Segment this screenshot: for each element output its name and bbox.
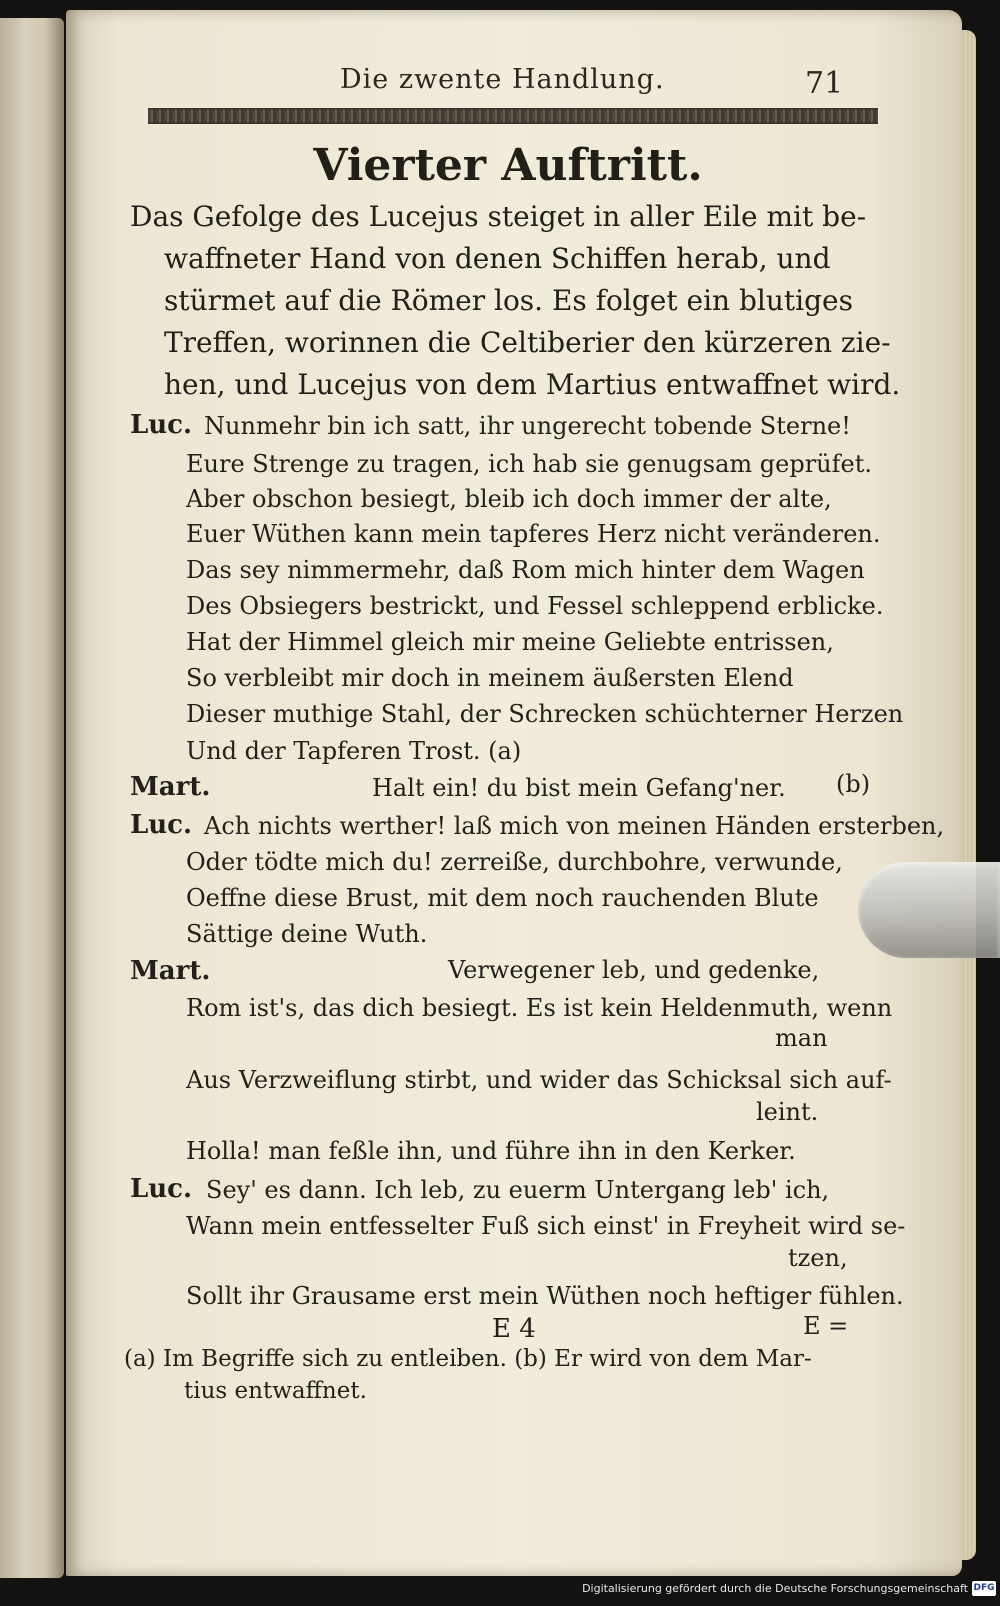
speaker-mart: Mart.: [130, 956, 211, 986]
verse-line: Sollt ihr Grausame erst mein Wüthen noch heftiger fühlen.: [186, 1282, 904, 1310]
stage-direction: [130, 196, 901, 406]
stage-line: hen, und Lucejus von dem Martius entwaffnet wird.: [164, 368, 901, 401]
verse-line: Ach nichts werther! laß mich von meinen Händen ersterben,: [204, 812, 945, 840]
verse-line: Rom ist's, das dich besiegt. Es ist kein Heldenmuth, wenn: [186, 994, 893, 1022]
verse-line: Sey' es dann. Ich leb, zu euerm Untergang leb' ich,: [206, 1176, 830, 1204]
verse-line: Aber obschon besiegt, bleib ich doch immer der alte,: [186, 485, 832, 513]
speaker-luc: Luc.: [130, 410, 193, 440]
stage-line: waffneter Hand von denen Schiffen herab, und: [164, 242, 831, 275]
page-number: 71: [805, 66, 844, 101]
verse-line: Oder tödte mich du! zerreiße, durchbohre, verwunde,: [186, 848, 843, 876]
verse-line: Des Obsiegers bestrickt, und Fessel schleppend erblicke.: [186, 592, 884, 620]
verse-line: Euer Wüthen kann mein tapferes Herz nicht veränderen.: [186, 520, 881, 548]
verse-line: Sättige deine Wuth.: [186, 920, 428, 948]
header-rule: [148, 108, 878, 124]
verse-turnover: man: [775, 1024, 828, 1052]
dfg-logo: DFG: [972, 1581, 996, 1596]
verse-line: Hat der Himmel gleich mir meine Geliebte entrissen,: [186, 628, 834, 656]
footnote-line: tius entwaffnet.: [184, 1378, 367, 1404]
stage-line: stürmet auf die Römer los. Es folget ein blutiges: [164, 284, 853, 317]
speaker-luc: Luc.: [130, 1174, 193, 1204]
verse-line: Nunmehr bin ich satt, ihr ungerecht tobende Sterne!: [204, 412, 851, 440]
running-head: Die zwente Handlung.: [340, 64, 665, 95]
verse-line: Das sey nimmermehr, daß Rom mich hinter dem Wagen: [186, 556, 865, 584]
scene-title: Vierter Auftritt.: [313, 140, 703, 191]
footnote-line: (a) Im Begriffe sich zu entleiben. (b) Er wird von dem Mar-: [124, 1346, 812, 1372]
facing-page-edge: [0, 18, 64, 1578]
verse-line: Dieser muthige Stahl, der Schrecken schüchterner Herzen: [186, 700, 904, 728]
verse-turnover: leint.: [756, 1098, 819, 1126]
verse-line: Eure Strenge zu tragen, ich hab sie genugsam geprüfet.: [186, 450, 872, 478]
verse-line: Holla! man feßle ihn, und führe ihn in den Kerker.: [186, 1137, 796, 1165]
page-clip: [858, 862, 1000, 958]
catchword: E =: [803, 1312, 849, 1340]
verse-line: So verbleibt mir doch in meinem äußersten Elend: [186, 664, 794, 692]
verse-line: Verwegener leb, und gedenke,: [448, 956, 820, 984]
verse-line: Und der Tapferen Trost. (a): [186, 737, 522, 765]
speaker-luc: Luc.: [130, 810, 193, 840]
digitization-credit: Digitalisierung gefördert durch die Deutsche Forschungsgemeinschaft: [582, 1582, 968, 1595]
verse-line: Aus Verzweiflung stirbt, und wider das Schicksal sich auf-: [186, 1066, 892, 1094]
verse-line: Wann mein entfesselter Fuß sich einst' in Freyheit wird se-: [186, 1212, 906, 1240]
verse-line: Oeffne diese Brust, mit dem noch rauchenden Blute: [186, 884, 819, 912]
signature-mark: E 4: [492, 1314, 536, 1344]
verse-turnover: tzen,: [788, 1244, 848, 1272]
verse-line: Halt ein! du bist mein Gefang'ner.: [372, 774, 786, 802]
footnote-marker: (b): [836, 770, 871, 798]
stage-line: Treffen, worinnen die Celtiberier den kürzeren zie-: [164, 326, 891, 359]
speaker-mart: Mart.: [130, 772, 211, 802]
stage-line: Das Gefolge des Lucejus steiget in aller Eile mit be-: [130, 200, 867, 233]
